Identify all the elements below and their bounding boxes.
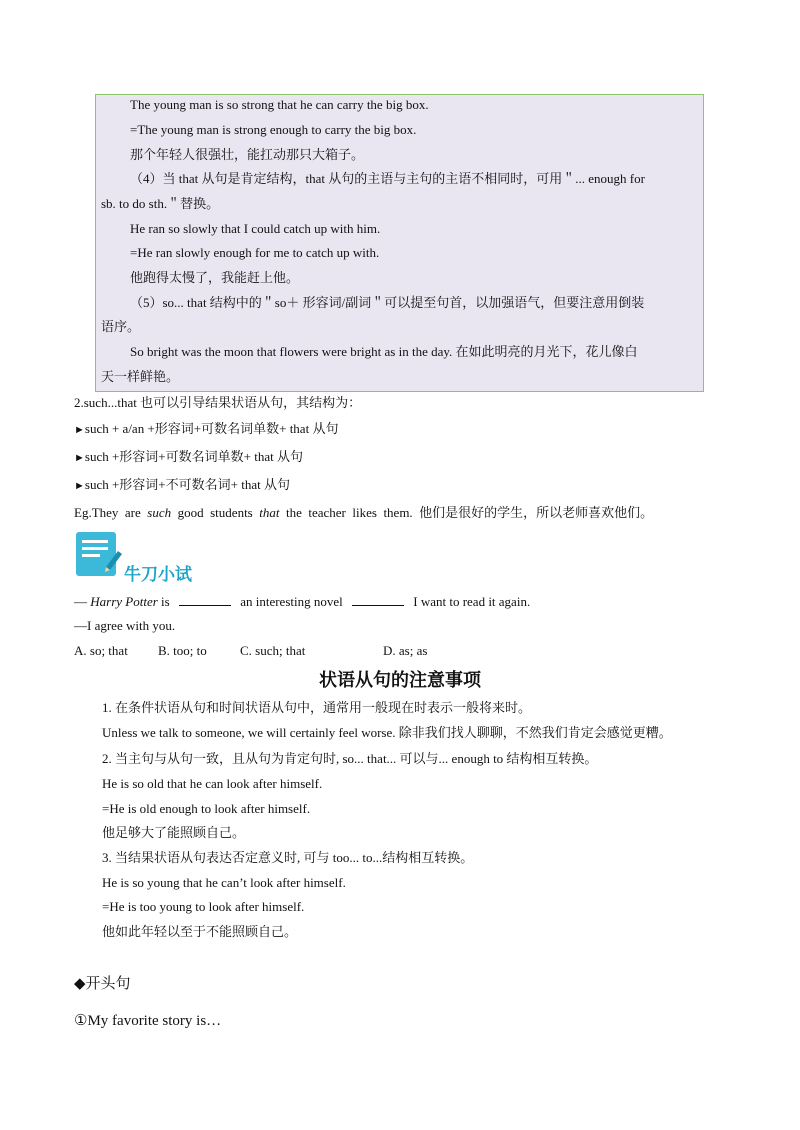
option-d: D. as; as — [383, 643, 428, 658]
answer-blank — [352, 593, 404, 606]
exercise-reply: —I agree with you. — [74, 618, 176, 633]
bullet-icon: ► — [74, 452, 85, 464]
box-line: 那个年轻人很强壮，能扛动那只大箱子。 — [130, 147, 365, 162]
box-line: So bright was the moon that flowers were bright as in the day. 在如此明亮的月光下，花儿像白 — [130, 344, 638, 359]
box-line: （5）so... that 结构中的＂so＋ 形容词/副词＂可以提至句首，以加强语气，但要注意用倒装 — [130, 295, 645, 310]
notes-heading: 状语从句的注意事项 — [319, 670, 481, 691]
notes-line: 他足够大了能照顾自己。 — [102, 825, 246, 840]
option-a: A. so; that — [74, 643, 128, 658]
bullet-icon: ► — [74, 424, 85, 436]
box-line: =The young man is strong enough to carry the big box. — [130, 122, 417, 137]
box-line: 天一样鲜艳。 — [101, 369, 180, 384]
section-title: 牛刀小试 — [124, 565, 192, 585]
such-pattern: ►such +形容词+不可数名词+ that 从句 — [74, 477, 290, 492]
notes-line: 1. 在条件状语从句和时间状语从句中，通常用一般现在时表示一般将来时。 — [102, 700, 532, 715]
box-line: The young man is so strong that he can carry the big box. — [130, 97, 429, 112]
such-intro: 2.such...that 也可以引导结果状语从句，其结构为： — [74, 395, 362, 410]
notepad-pencil-icon — [74, 529, 124, 579]
bullet-icon: ► — [74, 480, 85, 492]
notes-line: 他如此年轻以至于不能照顾自己。 — [102, 924, 298, 939]
notes-line: 2. 当主句与从句一致，且从句为肯定句时, so... that... 可以与... enough to 结构相互转换。 — [102, 751, 598, 766]
such-pattern: ►such + a/an +形容词+可数名词单数+ that 从句 — [74, 421, 339, 436]
box-line: 语序。 — [101, 319, 141, 334]
such-pattern: ►such +形容词+可数名词单数+ that 从句 — [74, 449, 303, 464]
box-line: =He ran slowly enough for me to catch up with. — [130, 245, 380, 260]
notes-line: 3. 当结果状语从句表达否定意义时, 可与 too... to...结构相互转换。 — [102, 850, 474, 865]
box-line: （4）当 that 从句是肯定结构，that 从句的主语与主句的主语不相同时，可用＂... enough for — [130, 171, 645, 186]
opening-label: ◆开头句 — [74, 976, 131, 992]
notes-line: He is so young that he can’t look after himself. — [102, 875, 346, 890]
opening-sentence: ①My favorite story is… — [74, 1013, 222, 1029]
notes-line: Unless we talk to someone, we will certainly feel worse. 除非我们找人聊聊，不然我们肯定会感觉更糟。 — [102, 725, 672, 740]
option-b: B. too; to — [158, 643, 207, 658]
box-line: 他跑得太慢了，我能赶上他。 — [130, 270, 300, 285]
box-line: sb. to do sth.＂替换。 — [101, 196, 220, 211]
notes-line: He is so old that he can look after himself. — [102, 776, 323, 791]
option-c: C. such; that — [240, 643, 306, 658]
answer-blank — [179, 593, 231, 606]
notes-line: =He is old enough to look after himself. — [102, 801, 311, 816]
such-example: Eg.They are such good students that the teacher likes them. 他们是很好的学生，所以老师喜欢他们。 — [74, 505, 654, 520]
exercise-question: — Harry Potter is an interesting novel I want to read it again. — [74, 594, 531, 609]
box-line: He ran so slowly that I could catch up with him. — [130, 221, 381, 236]
notes-line: =He is too young to look after himself. — [102, 899, 305, 914]
